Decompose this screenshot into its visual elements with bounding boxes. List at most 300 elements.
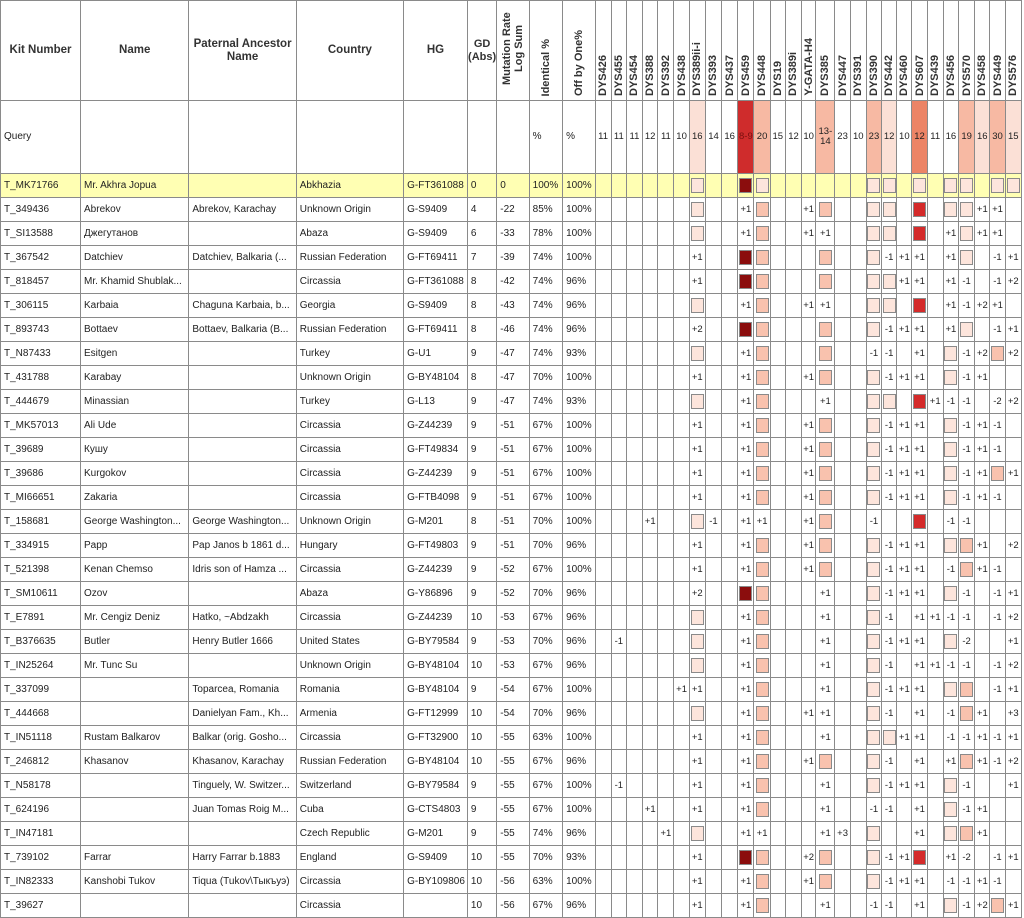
mutation-rate-cell: 0 [497, 174, 529, 198]
header-marker-dys442[interactable] [882, 1, 897, 101]
country-cell: Circassia [296, 894, 403, 918]
diff-intensity-box [756, 658, 769, 673]
hg-cell: G-BY48104 [404, 678, 468, 702]
marker-diff-cell [674, 294, 689, 318]
table-row[interactable] [1, 414, 1022, 438]
marker-diff-cell [643, 894, 658, 918]
marker-diff-cell [850, 174, 866, 198]
table-row[interactable] [1, 294, 1022, 318]
header-marker-dys388[interactable] [643, 1, 658, 101]
table-row[interactable] [1, 486, 1022, 510]
marker-diff-cell [770, 270, 785, 294]
marker-diff-cell: +2 [1005, 270, 1021, 294]
header-marker-dys449[interactable] [990, 1, 1005, 101]
marker-diff-cell [754, 750, 770, 774]
table-row[interactable] [1, 174, 1022, 198]
gd-cell: 6 [467, 222, 496, 246]
marker-diff-cell [595, 366, 611, 390]
marker-diff-cell [927, 534, 943, 558]
marker-diff-cell [595, 342, 611, 366]
marker-diff-cell [674, 486, 689, 510]
table-row[interactable] [1, 246, 1022, 270]
hg-cell: G-L13 [404, 390, 468, 414]
kit-number-cell[interactable]: T_158681 [1, 510, 81, 534]
kit-number-cell[interactable]: T_39686 [1, 462, 81, 486]
mutation-rate-cell: -54 [497, 702, 529, 726]
marker-diff-cell [705, 486, 721, 510]
header-marker-dys391[interactable] [850, 1, 866, 101]
kit-number-cell[interactable]: T_349436 [1, 198, 81, 222]
marker-diff-cell: -1 [866, 510, 881, 534]
off-by-one-cell: 93% [563, 846, 595, 870]
header-off-by-one[interactable] [563, 1, 595, 101]
ancestor-cell [189, 414, 296, 438]
table-row[interactable] [1, 558, 1022, 582]
kit-number-cell[interactable]: T_SI13588 [1, 222, 81, 246]
header-country[interactable]: Country [296, 1, 403, 101]
ancestor-cell: Henry Butler 1666 [189, 630, 296, 654]
ancestor-cell [189, 174, 296, 198]
diff-intensity-box [944, 178, 957, 193]
marker-diff-cell [770, 870, 785, 894]
header-paternal-ancestor[interactable]: Paternal Ancestor Name [189, 1, 296, 101]
marker-label: DYS448 [756, 55, 769, 96]
marker-diff-cell [770, 318, 785, 342]
kit-number-cell[interactable]: T_MI66651 [1, 486, 81, 510]
diff-intensity-box [819, 466, 832, 481]
marker-diff-cell [674, 270, 689, 294]
kit-number-cell[interactable]: T_IN47181 [1, 822, 81, 846]
query-marker-value: 15 [770, 101, 785, 174]
diff-intensity-box [756, 562, 769, 577]
marker-diff-cell: -1 [705, 510, 721, 534]
header-marker-dys437[interactable] [722, 1, 738, 101]
marker-diff-cell [943, 342, 958, 366]
marker-diff-cell: -1 [882, 870, 897, 894]
kit-number-cell[interactable]: T_39627 [1, 894, 81, 918]
table-row[interactable] [1, 510, 1022, 534]
hg-cell: G-FT69411 [404, 318, 468, 342]
diff-intensity-box [819, 250, 832, 265]
table-row[interactable] [1, 894, 1022, 918]
query-off-by-one: % [563, 101, 595, 174]
marker-diff-cell [927, 894, 943, 918]
marker-diff-cell [975, 846, 990, 870]
kit-number-cell[interactable]: T_306115 [1, 294, 81, 318]
marker-diff-cell [816, 342, 835, 366]
marker-diff-cell [866, 438, 881, 462]
marker-diff-cell [835, 174, 850, 198]
marker-diff-cell [611, 726, 626, 750]
marker-diff-cell [658, 318, 674, 342]
marker-diff-cell: +1 [689, 366, 705, 390]
marker-diff-cell: +1 [689, 894, 705, 918]
marker-diff-cell [658, 870, 674, 894]
marker-diff-cell: -1 [990, 270, 1005, 294]
marker-diff-cell [912, 222, 927, 246]
marker-diff-cell [722, 822, 738, 846]
header-marker-dys460[interactable] [897, 1, 912, 101]
marker-diff-cell [626, 270, 642, 294]
kit-number-cell[interactable]: T_444668 [1, 702, 81, 726]
mutation-rate-cell: -47 [497, 390, 529, 414]
table-row[interactable] [1, 846, 1022, 870]
header-marker-dys570[interactable] [959, 1, 975, 101]
marker-diff-cell: +1 [912, 654, 927, 678]
marker-diff-cell [850, 606, 866, 630]
hg-cell: G-BY48104 [404, 366, 468, 390]
marker-diff-cell: +1 [912, 342, 927, 366]
marker-diff-cell [754, 582, 770, 606]
marker-diff-cell [689, 606, 705, 630]
table-row[interactable] [1, 222, 1022, 246]
kit-number-cell[interactable]: T_MK57013 [1, 414, 81, 438]
query-label: Query [1, 101, 81, 174]
marker-diff-cell [835, 678, 850, 702]
marker-diff-cell: +2 [802, 846, 816, 870]
mutation-rate-cell: -51 [497, 414, 529, 438]
marker-diff-cell: +1 [802, 222, 816, 246]
marker-diff-cell: -1 [943, 654, 958, 678]
marker-diff-cell: +1 [738, 558, 754, 582]
header-hg[interactable]: HG [404, 1, 468, 101]
marker-diff-cell [626, 678, 642, 702]
identical-cell: 85% [529, 198, 562, 222]
marker-diff-cell [722, 174, 738, 198]
table-row[interactable] [1, 390, 1022, 414]
marker-diff-cell [850, 678, 866, 702]
marker-diff-cell: -1 [882, 558, 897, 582]
header-marker-dys392[interactable] [658, 1, 674, 101]
marker-diff-cell [866, 534, 881, 558]
marker-diff-cell [674, 462, 689, 486]
ancestor-cell: Juan Tomas Roig M... [189, 798, 296, 822]
header-marker-dys19[interactable] [770, 1, 785, 101]
header-marker-dys576[interactable] [1005, 1, 1021, 101]
header-marker-dys393[interactable] [705, 1, 721, 101]
marker-diff-cell [866, 726, 881, 750]
marker-diff-cell [835, 750, 850, 774]
query-empty-cell [296, 101, 403, 174]
name-cell: Ozov [81, 582, 189, 606]
header-marker-dys455[interactable] [611, 1, 626, 101]
table-row[interactable] [1, 654, 1022, 678]
marker-diff-cell [643, 558, 658, 582]
ancestor-cell: Chaguna Karbaia, b... [189, 294, 296, 318]
header-gd-abs[interactable]: GD (Abs) [467, 1, 496, 101]
table-row[interactable] [1, 342, 1022, 366]
marker-diff-cell [595, 462, 611, 486]
header-marker-dys607[interactable] [912, 1, 927, 101]
header-mutation-rate[interactable] [497, 1, 529, 101]
table-row[interactable] [1, 726, 1022, 750]
query-marker-value: 12 [882, 101, 897, 174]
header-marker-dys456[interactable] [943, 1, 958, 101]
diff-intensity-box [819, 490, 832, 505]
hg-cell: G-FT69411 [404, 246, 468, 270]
identical-cell: 63% [529, 726, 562, 750]
marker-diff-cell [754, 414, 770, 438]
marker-diff-cell [866, 678, 881, 702]
marker-diff-cell [785, 318, 801, 342]
table-row[interactable] [1, 870, 1022, 894]
marker-diff-cell [927, 510, 943, 534]
marker-diff-cell [611, 342, 626, 366]
name-cell: Mr. Akhra Jopua [81, 174, 189, 198]
kit-number-cell[interactable]: T_IN51118 [1, 726, 81, 750]
kit-number-cell[interactable]: T_334915 [1, 534, 81, 558]
marker-diff-cell [595, 630, 611, 654]
hg-cell: G-Z44239 [404, 462, 468, 486]
marker-diff-cell [643, 246, 658, 270]
gd-cell: 8 [467, 270, 496, 294]
diff-intensity-box [756, 538, 769, 553]
marker-diff-cell [866, 774, 881, 798]
marker-diff-cell [674, 726, 689, 750]
marker-diff-cell [611, 750, 626, 774]
marker-diff-cell [770, 894, 785, 918]
table-row[interactable] [1, 750, 1022, 774]
marker-diff-cell: -2 [959, 630, 975, 654]
diff-intensity-box [913, 226, 926, 241]
off-by-one-cell: 96% [563, 702, 595, 726]
diff-intensity-box [819, 538, 832, 553]
table-row[interactable] [1, 534, 1022, 558]
kit-number-cell[interactable]: T_N58178 [1, 774, 81, 798]
marker-diff-cell: +1 [738, 486, 754, 510]
hg-cell: G-FT49834 [404, 438, 468, 462]
marker-diff-cell: +1 [689, 798, 705, 822]
kit-number-cell[interactable]: T_739102 [1, 846, 81, 870]
name-cell: Khasanov [81, 750, 189, 774]
marker-diff-cell: +1 [689, 678, 705, 702]
marker-diff-cell [897, 822, 912, 846]
query-marker-value: 15 [1005, 101, 1021, 174]
header-marker-dys447[interactable] [835, 1, 850, 101]
marker-diff-cell [674, 174, 689, 198]
header-marker-dys390[interactable] [866, 1, 881, 101]
header-name[interactable]: Name [81, 1, 189, 101]
kit-number-cell[interactable]: T_818457 [1, 270, 81, 294]
marker-diff-cell: -1 [882, 678, 897, 702]
diff-intensity-box [739, 178, 752, 193]
query-empty-cell [467, 101, 496, 174]
name-cell: Kurgokov [81, 462, 189, 486]
kit-number-cell[interactable]: T_337099 [1, 678, 81, 702]
table-row[interactable] [1, 822, 1022, 846]
diff-intensity-box [944, 370, 957, 385]
header-marker-dys458[interactable] [975, 1, 990, 101]
marker-diff-cell [927, 678, 943, 702]
marker-diff-cell [705, 390, 721, 414]
country-cell: Russian Federation [296, 750, 403, 774]
diff-intensity-box [756, 874, 769, 889]
marker-diff-cell [754, 558, 770, 582]
marker-diff-cell [705, 342, 721, 366]
header-marker-dys439[interactable] [927, 1, 943, 101]
header-marker-y-gata-h4[interactable] [802, 1, 816, 101]
kit-number-cell[interactable]: T_39689 [1, 438, 81, 462]
marker-diff-cell [722, 798, 738, 822]
table-row[interactable] [1, 198, 1022, 222]
marker-diff-cell [611, 654, 626, 678]
marker-diff-cell [802, 270, 816, 294]
diff-intensity-box [867, 706, 880, 721]
marker-diff-cell [835, 222, 850, 246]
marker-diff-cell: +1 [689, 870, 705, 894]
query-marker-value: 12 [785, 101, 801, 174]
table-row[interactable] [1, 438, 1022, 462]
diff-intensity-box [739, 274, 752, 289]
marker-diff-cell: +1 [912, 558, 927, 582]
header-marker-dys454[interactable] [626, 1, 642, 101]
diff-intensity-box [819, 514, 832, 529]
hg-cell: G-Z44239 [404, 414, 468, 438]
kit-number-cell[interactable]: T_B376635 [1, 630, 81, 654]
table-row[interactable] [1, 270, 1022, 294]
marker-diff-cell [850, 774, 866, 798]
kit-number-cell[interactable]: T_E7891 [1, 606, 81, 630]
marker-diff-cell [770, 558, 785, 582]
marker-diff-cell: -1 [882, 534, 897, 558]
header-marker-dys448[interactable] [754, 1, 770, 101]
marker-diff-cell [626, 438, 642, 462]
marker-diff-cell [850, 894, 866, 918]
marker-diff-cell: +2 [1005, 534, 1021, 558]
header-marker-dys438[interactable] [674, 1, 689, 101]
table-row[interactable] [1, 630, 1022, 654]
hg-cell: G-BY48104 [404, 654, 468, 678]
name-cell: Rustam Balkarov [81, 726, 189, 750]
name-cell: Mr. Tunc Su [81, 654, 189, 678]
kit-number-cell[interactable]: T_624196 [1, 798, 81, 822]
marker-diff-cell [754, 702, 770, 726]
marker-diff-cell [975, 678, 990, 702]
country-cell: Czech Republic [296, 822, 403, 846]
diff-intensity-box [944, 682, 957, 697]
marker-diff-cell [927, 750, 943, 774]
marker-diff-cell [897, 702, 912, 726]
marker-diff-cell: +1 [897, 582, 912, 606]
marker-diff-cell [674, 606, 689, 630]
marker-diff-cell [754, 606, 770, 630]
table-row[interactable] [1, 318, 1022, 342]
marker-diff-cell [802, 174, 816, 198]
header-marker-dys459[interactable] [738, 1, 754, 101]
table-row[interactable] [1, 702, 1022, 726]
gd-cell: 9 [467, 438, 496, 462]
table-row[interactable] [1, 462, 1022, 486]
marker-diff-cell: +1 [912, 270, 927, 294]
off-by-one-cell: 96% [563, 534, 595, 558]
off-by-one-cell: 100% [563, 798, 595, 822]
marker-diff-cell: +1 [738, 702, 754, 726]
table-row[interactable] [1, 774, 1022, 798]
ancestor-cell [189, 366, 296, 390]
query-marker-value: 20 [754, 101, 770, 174]
gd-cell: 9 [467, 414, 496, 438]
table-row[interactable] [1, 678, 1022, 702]
marker-diff-cell [897, 390, 912, 414]
marker-label: DYS389ii-i [691, 42, 704, 96]
mutation-rate-cell: -52 [497, 582, 529, 606]
header-marker-dys389ii-i[interactable] [689, 1, 705, 101]
kit-number-cell[interactable]: T_893743 [1, 318, 81, 342]
marker-diff-cell: +1 [897, 270, 912, 294]
table-row[interactable] [1, 582, 1022, 606]
marker-diff-cell: +1 [975, 558, 990, 582]
header-identical[interactable] [529, 1, 562, 101]
marker-diff-cell [611, 390, 626, 414]
kit-number-cell[interactable]: T_431788 [1, 366, 81, 390]
kit-number-cell[interactable]: T_MK71766 [1, 174, 81, 198]
marker-diff-cell [722, 318, 738, 342]
country-cell: Unknown Origin [296, 510, 403, 534]
marker-diff-cell [927, 342, 943, 366]
marker-diff-cell [850, 390, 866, 414]
kit-number-cell[interactable]: T_IN82333 [1, 870, 81, 894]
gd-cell: 8 [467, 510, 496, 534]
kit-number-cell[interactable]: T_N87433 [1, 342, 81, 366]
off-by-one-cell: 96% [563, 822, 595, 846]
header-marker-dys385[interactable] [816, 1, 835, 101]
marker-diff-cell [705, 174, 721, 198]
kit-number-cell[interactable]: T_444679 [1, 390, 81, 414]
marker-diff-cell: +1 [912, 486, 927, 510]
marker-diff-cell [595, 558, 611, 582]
marker-diff-cell [770, 798, 785, 822]
marker-diff-cell: +1 [912, 462, 927, 486]
marker-diff-cell: +1 [816, 582, 835, 606]
marker-diff-cell [738, 246, 754, 270]
table-row[interactable] [1, 798, 1022, 822]
country-cell: Circassia [296, 486, 403, 510]
marker-diff-cell [626, 222, 642, 246]
marker-diff-cell [595, 510, 611, 534]
marker-diff-cell [705, 438, 721, 462]
marker-diff-cell [927, 174, 943, 198]
marker-diff-cell [643, 534, 658, 558]
marker-diff-cell [927, 798, 943, 822]
kit-number-cell[interactable]: T_IN25264 [1, 654, 81, 678]
marker-label: DYS455 [612, 55, 625, 96]
marker-diff-cell [816, 846, 835, 870]
kit-number-cell[interactable]: T_521398 [1, 558, 81, 582]
gd-cell: 9 [467, 342, 496, 366]
table-row[interactable] [1, 606, 1022, 630]
header-kit-number[interactable]: Kit Number [1, 1, 81, 101]
marker-diff-cell [850, 822, 866, 846]
off-by-one-cell: 100% [563, 774, 595, 798]
ancestor-cell: Balkar (orig. Gosho... [189, 726, 296, 750]
kit-number-cell[interactable]: T_367542 [1, 246, 81, 270]
marker-diff-cell [658, 582, 674, 606]
marker-diff-cell [835, 198, 850, 222]
marker-diff-cell: +1 [912, 774, 927, 798]
gd-cell: 9 [467, 798, 496, 822]
header-marker-dys389i[interactable] [785, 1, 801, 101]
table-row[interactable] [1, 366, 1022, 390]
query-marker-value: 11 [595, 101, 611, 174]
kit-number-cell[interactable]: T_SM10611 [1, 582, 81, 606]
off-by-one-cell: 93% [563, 342, 595, 366]
marker-diff-cell [705, 294, 721, 318]
marker-diff-cell: -1 [882, 630, 897, 654]
header-marker-dys426[interactable] [595, 1, 611, 101]
marker-diff-cell: +1 [1005, 318, 1021, 342]
marker-diff-cell [705, 318, 721, 342]
kit-number-cell[interactable]: T_246812 [1, 750, 81, 774]
